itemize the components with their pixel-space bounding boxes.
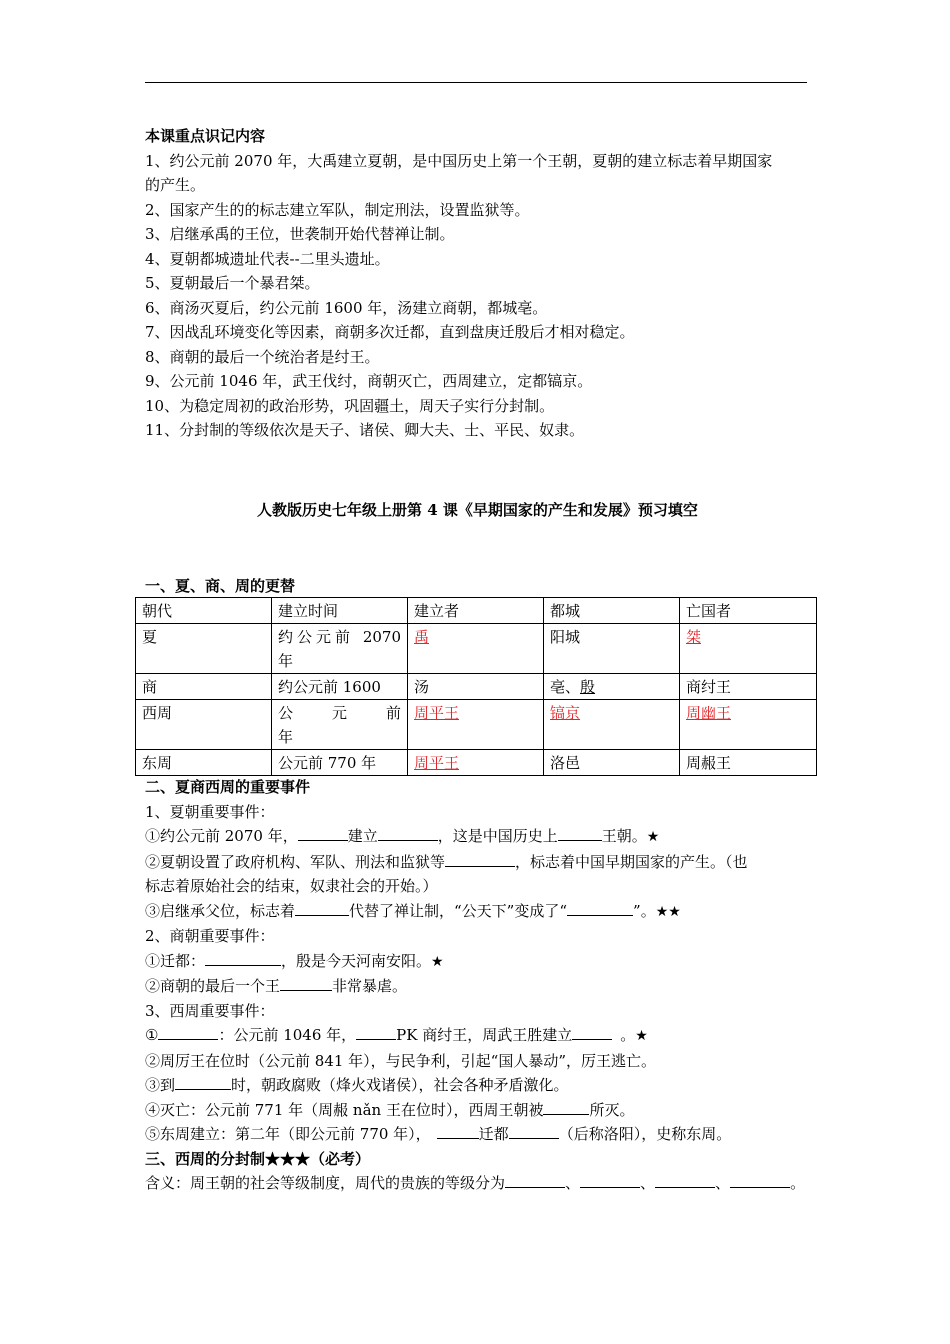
- question-line: [145, 974, 810, 999]
- last-ruler-answer: 桀: [686, 628, 702, 646]
- key-points-heading: 本课重点识记内容: [145, 127, 266, 145]
- dynasty-cell: 商: [136, 674, 272, 700]
- section2-heading: 二、夏商西周的重要事件: [145, 778, 311, 796]
- last-ruler-cell: [680, 700, 817, 750]
- fill-blank[interactable]: [298, 824, 348, 841]
- question-text: ：公元前 1046 年，: [218, 1026, 357, 1044]
- question-text: ②夏朝设置了政府机构、军队、刑法和监狱等: [145, 852, 446, 871]
- question-text: ”。: [633, 901, 656, 920]
- table-header-cell: 都城: [544, 598, 680, 624]
- question-line: [145, 949, 810, 975]
- question-text: （后称洛阳），史称东周。: [558, 1125, 732, 1143]
- fill-blank[interactable]: [445, 850, 515, 867]
- zhou-heading: 3、西周重要事件：: [145, 1001, 275, 1020]
- separator-text: 、: [565, 1174, 581, 1192]
- fill-blank[interactable]: [175, 1073, 231, 1090]
- question-text: ①: [145, 1026, 159, 1044]
- fill-blank[interactable]: [730, 1171, 790, 1188]
- fill-blank[interactable]: [572, 1023, 612, 1040]
- question-line: [145, 1098, 810, 1123]
- question-line: [145, 824, 810, 850]
- document-title: 人教版历史七年级上册第 4 课《早期国家的产生和发展》预习填空: [257, 501, 698, 519]
- table-row: [136, 700, 817, 750]
- founding-time-cell: [272, 700, 408, 750]
- last-ruler-cell: [680, 624, 817, 674]
- question-text: 含义：周王朝的社会等级制度，周代的贵族的等级分为: [145, 1174, 506, 1192]
- key-point-item: 2、国家产生的的标志建立军队，制定刑法，设置监狱等。: [145, 200, 530, 219]
- separator-text: 、: [715, 1174, 731, 1192]
- question-line: [145, 899, 810, 925]
- fill-blank[interactable]: [378, 824, 438, 841]
- founder-cell: [408, 624, 544, 674]
- last-ruler-cell: 周赧王: [680, 750, 817, 776]
- key-point-item: 3、启继承禹的王位，世袭制开始代替禅让制。: [145, 225, 455, 243]
- dynasty-cell: 西周: [136, 700, 272, 750]
- key-point-item: 9、公元前 1046 年，武王伐纣，商朝灭亡，西周建立，定都镐京。: [145, 372, 593, 390]
- founding-time-cell: 公元前 770 年: [272, 750, 408, 776]
- founding-time-cell: [272, 624, 408, 674]
- star-icon: ★: [431, 953, 444, 970]
- question-text: ①迁都：: [145, 951, 206, 970]
- fill-blank[interactable]: [437, 1122, 479, 1139]
- separator-text: 、: [640, 1174, 656, 1192]
- key-point-item: 11、分封制的等级依次是天子、诸侯、卿大夫、士、平民、奴隶。: [145, 421, 585, 439]
- founder-answer: 周平王: [414, 754, 460, 772]
- question-line-continued: 标志着原始社会的结束，奴隶社会的开始。）: [145, 877, 438, 895]
- last-ruler-answer: 周幽王: [686, 704, 732, 722]
- question-text: ③启继承父位，标志着: [145, 901, 296, 920]
- capital-cell: 洛邑: [544, 750, 680, 776]
- dynasty-cell: 夏: [136, 624, 272, 674]
- question-text: 。: [790, 1174, 806, 1192]
- founder-cell: [408, 750, 544, 776]
- question-text: ，这是中国历史上: [437, 827, 558, 845]
- question-text: 代替了禅让制，“公天下”变成了“: [349, 901, 568, 920]
- founder-answer: 禹: [414, 628, 430, 646]
- header-rule: [145, 82, 807, 83]
- capital-text: 亳、: [550, 678, 581, 696]
- capital-cell: [544, 700, 680, 750]
- capital-answer: 镐京: [550, 704, 581, 722]
- question-text: 建立: [347, 827, 378, 845]
- question-text: ④灭亡：公元前 771 年（周赧 nǎn 王在位时），西周王朝被: [145, 1100, 544, 1119]
- fill-blank[interactable]: [558, 824, 602, 841]
- capital-cell: [544, 674, 680, 700]
- question-line: [145, 1023, 810, 1049]
- star-icon: ★: [646, 829, 660, 845]
- fill-blank[interactable]: [295, 899, 349, 916]
- question-line: [145, 1122, 810, 1147]
- question-text: ②商朝的最后一个王: [145, 977, 281, 995]
- founding-time-line: 公 元 前: [278, 704, 401, 722]
- key-point-item: 10、为稳定周初的政治形势，巩固疆土，周天子实行分封制。: [145, 396, 555, 415]
- table-row: [136, 624, 817, 674]
- founder-answer: 周平王: [414, 704, 460, 722]
- key-point-item: 5、夏朝最后一个暴君桀。: [145, 274, 320, 292]
- key-point-item: 7、因战乱环境变化等因素，商朝多次迁都，直到盘庚迁殷后才相对稳定。: [145, 323, 635, 341]
- key-point-item: 6、商汤灭夏后，约公元前 1600 年，汤建立商朝，都城亳。: [145, 298, 548, 317]
- table-row: [136, 674, 817, 700]
- key-point-item: 4、夏朝都城遗址代表--二里头遗址。: [145, 249, 390, 268]
- founding-time-line: 年: [278, 652, 294, 670]
- table-header-cell: 亡国者: [680, 598, 817, 624]
- last-ruler-cell: 商纣王: [680, 674, 817, 700]
- fill-blank[interactable]: [567, 899, 633, 916]
- founding-time-cell: 约公元前 1600: [272, 674, 408, 700]
- key-point-item: 8、商朝的最后一个统治者是纣王。: [145, 347, 380, 366]
- table-header-cell: 朝代: [136, 598, 272, 624]
- question-text: 所灭。: [589, 1100, 635, 1119]
- founding-time-line: 约公元前 2070: [278, 628, 401, 646]
- question-text: ，殷是今天河南安阳。: [281, 951, 432, 970]
- founding-time-line: 年: [278, 728, 294, 746]
- fill-blank[interactable]: [655, 1171, 715, 1188]
- capital-text-underlined: 殷: [580, 678, 596, 696]
- dynasty-table: [135, 597, 817, 776]
- question-line: [145, 1171, 810, 1196]
- star-icon: ★★: [655, 903, 681, 920]
- question-text: ，标志着中国早期国家的产生。（也: [515, 852, 748, 871]
- fill-blank[interactable]: [580, 1171, 640, 1188]
- fill-blank[interactable]: [356, 1023, 396, 1040]
- dynasty-cell: 东周: [136, 750, 272, 776]
- question-text: PK 商纣王，周武王胜建立: [396, 1026, 573, 1044]
- question-text: 非常暴虐。: [332, 977, 408, 995]
- capital-cell: 阳城: [544, 624, 680, 674]
- table-header-cell: 建立时间: [272, 598, 408, 624]
- founder-cell: [408, 700, 544, 750]
- fill-blank[interactable]: [280, 974, 332, 991]
- star-icon: ★: [635, 1028, 648, 1044]
- fill-blank[interactable]: [543, 1098, 589, 1115]
- founder-cell: 汤: [408, 674, 544, 700]
- key-points-section: [145, 124, 810, 443]
- question-line: [145, 850, 810, 875]
- question-text: ①约公元前 2070 年，: [145, 827, 298, 845]
- question-line: [145, 1073, 810, 1098]
- fill-blank[interactable]: [509, 1122, 559, 1139]
- fill-blank[interactable]: [505, 1171, 565, 1188]
- question-text: 。: [620, 1026, 636, 1044]
- section1-heading: 一、夏、商、周的更替: [145, 577, 296, 595]
- question-text: 迁都: [478, 1125, 509, 1143]
- table-row: [136, 750, 817, 776]
- table-header-row: [136, 598, 817, 624]
- question-text: 王朝。: [601, 827, 647, 845]
- table-header-cell: 建立者: [408, 598, 544, 624]
- shang-heading: 2、商朝重要事件：: [145, 927, 275, 945]
- key-point-item: 1、约公元前 2070 年，大禹建立夏朝，是中国历史上第一个王朝，夏朝的建立标志着早期国家: [145, 151, 773, 170]
- question-text: 时，朝政腐败（烽火戏诸侯），社会各种矛盾激化。: [231, 1076, 569, 1094]
- xia-heading: 1、夏朝重要事件：: [145, 802, 275, 821]
- section3-heading: 三、西周的分封制★★★（必考）: [145, 1149, 371, 1168]
- key-point-item-continued: 的产生。: [145, 176, 206, 194]
- fill-blank[interactable]: [158, 1023, 218, 1040]
- question-text: ⑤东周建立：第二年（即公元前 770 年），: [145, 1125, 431, 1143]
- fill-blank[interactable]: [205, 949, 281, 966]
- question-text: ③到: [145, 1076, 176, 1094]
- question-line: ②周厉王在位时（公元前 841 年），与民争利，引起“国人暴动”，厉王逃亡。: [145, 1051, 657, 1070]
- events-section: [145, 775, 810, 1196]
